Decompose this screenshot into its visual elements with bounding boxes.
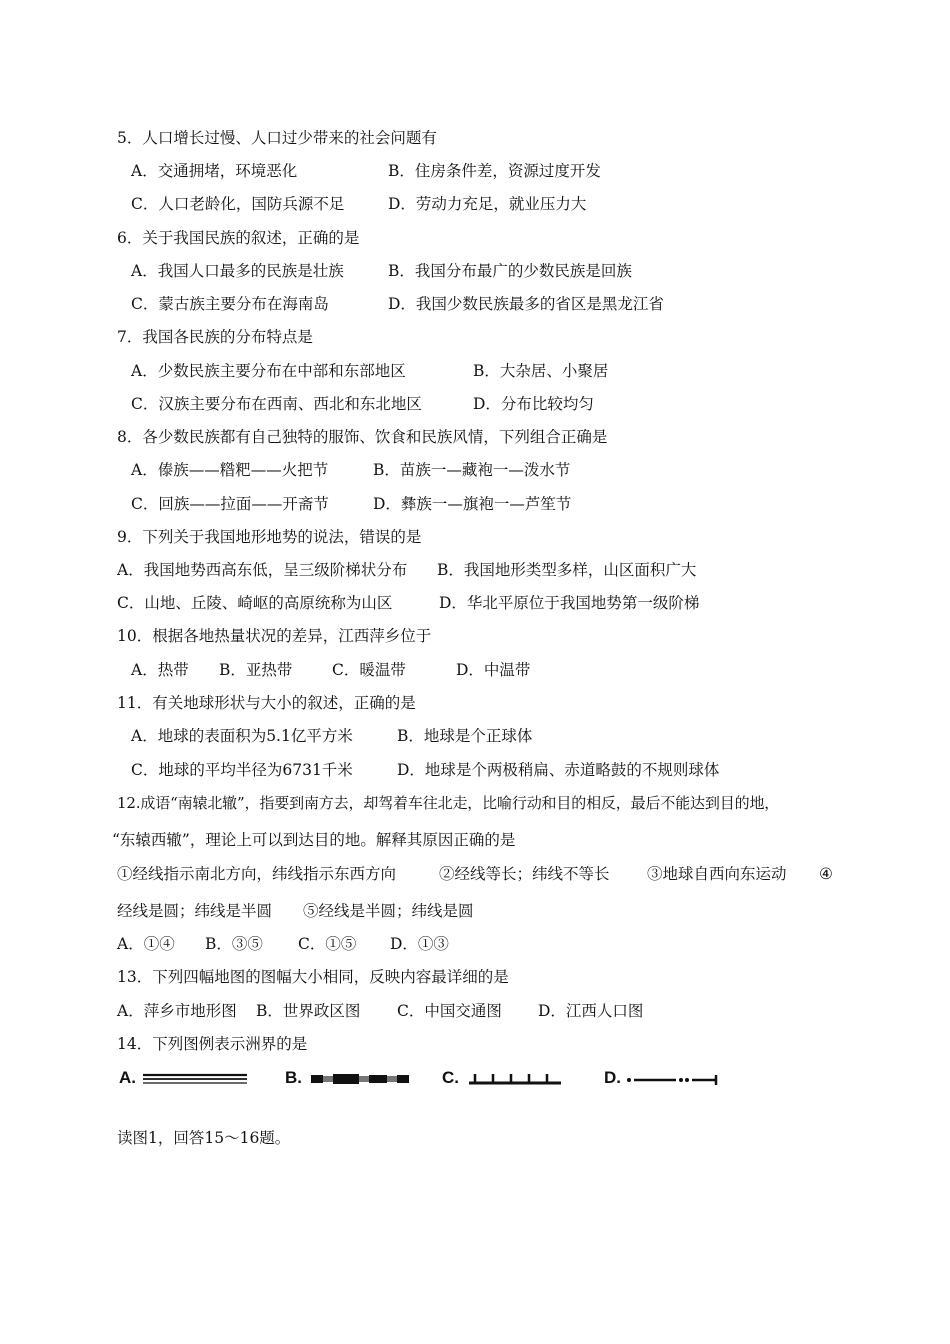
question-7-option-a: A．少数民族主要分布在中部和东部地区 xyxy=(131,362,406,380)
question-5-option-c: C．人口老龄化，国防兵源不足 xyxy=(131,195,345,213)
question-11-option-b: B．地球是个正球体 xyxy=(397,727,533,745)
question-9-option-b: B．我国地形类型多样，山区面积广大 xyxy=(437,561,697,579)
question-8-stem: 8．各少数民族都有自己独特的服饰、饮食和民族风情，下列组合正确是 xyxy=(117,428,608,446)
question-12-stem: 12.成语“南辕北辙”，指要到南方去，却驾着车往北走，比喻行动和目的相反，最后不能达到目的地， xyxy=(117,794,780,812)
question-8-option-a: A．傣族——糌粑——火把节 xyxy=(131,461,329,479)
question-8-option-b: B．苗族一—藏袍一—泼水节 xyxy=(373,461,571,479)
question-9-option-d: D．华北平原位于我国地势第一级阶梯 xyxy=(439,594,700,612)
question-7-stem: 7．我国各民族的分布特点是 xyxy=(117,328,313,346)
figure-reference-instruction: 读图1，回答15～16题。 xyxy=(117,1129,291,1147)
question-8-option-d: D．彝族一—旗袍一—芦笙节 xyxy=(373,495,572,513)
legend-symbol-b xyxy=(311,1073,409,1085)
question-6-option-b: B．我国分布最广的少数民族是回族 xyxy=(388,262,632,280)
question-11-option-d: D．地球是个两极稍扁、赤道略鼓的不规则球体 xyxy=(397,761,720,779)
question-6-option-c: C．蒙古族主要分布在海南岛 xyxy=(131,295,329,313)
statement-2: ②经线等长；纬线不等长 xyxy=(439,865,610,883)
legend-label-c: C. xyxy=(442,1068,459,1087)
statement-3: ③地球自西向东运动 xyxy=(647,865,787,883)
question-14-stem: 14．下列图例表示洲界的是 xyxy=(117,1035,308,1053)
statement-4-marker: ④ xyxy=(819,865,833,883)
question-5-option-d: D．劳动力充足，就业压力大 xyxy=(388,195,587,213)
question-12-option-a: A．①④ xyxy=(117,935,175,953)
legend-label-b: B. xyxy=(285,1068,302,1087)
question-11-option-c: C．地球的平均半径为6731千米 xyxy=(131,761,353,779)
question-12-stem-continued: “东辕西辙”，理论上可以到达目的地。解释其原因正确的是 xyxy=(112,831,516,849)
question-5-stem: 5．人口增长过慢、人口过少带来的社会问题有 xyxy=(117,129,437,147)
question-10-option-d: D．中温带 xyxy=(456,661,531,679)
question-5-option-a: A．交通拥堵，环境恶化 xyxy=(131,162,298,180)
question-13-option-a: A．萍乡市地形图 xyxy=(117,1002,237,1020)
question-12-option-b: B．③⑤ xyxy=(205,935,263,953)
question-7-option-b: B．大杂居、小聚居 xyxy=(473,362,609,380)
question-10-option-c: C．暖温带 xyxy=(332,661,406,679)
legend-symbol-c xyxy=(469,1070,561,1086)
question-11-stem: 11．有关地球形状与大小的叙述，正确的是 xyxy=(117,694,416,712)
map-legend-symbols xyxy=(117,1064,737,1094)
question-12-statements-continued: 经线是圆；纬线是半圆 ⑤经线是半圆；纬线是圆 xyxy=(117,902,474,920)
question-9-stem: 9．下列关于我国地形地势的说法，错误的是 xyxy=(117,528,422,546)
question-10-option-a: A．热带 xyxy=(131,661,189,679)
question-13-option-b: B．世界政区图 xyxy=(256,1002,361,1020)
question-10-option-b: B．亚热带 xyxy=(219,661,293,679)
question-11-option-a: A．地球的表面积为5.1亿平方米 xyxy=(131,727,353,745)
question-6-stem: 6．关于我国民族的叙述，正确的是 xyxy=(117,229,360,247)
question-8-option-c: C．回族——拉面——开斋节 xyxy=(131,495,329,513)
statement-1: ①经线指示南北方向，纬线指示东西方向 xyxy=(117,865,397,883)
question-12-option-c: C．①⑤ xyxy=(298,935,357,953)
question-13-option-c: C．中国交通图 xyxy=(397,1002,502,1020)
legend-label-d: D. xyxy=(604,1068,621,1087)
question-13-option-d: D．江西人口图 xyxy=(538,1002,644,1020)
legend-symbol-a xyxy=(143,1073,247,1085)
question-5-option-b: B．住房条件差，资源过度开发 xyxy=(388,162,601,180)
legend-symbol-d xyxy=(626,1072,718,1088)
question-9-option-a: A．我国地势西高东低，呈三级阶梯状分布 xyxy=(117,561,408,579)
question-12-option-d: D．①③ xyxy=(390,935,449,953)
question-6-option-d: D．我国少数民族最多的省区是黑龙江省 xyxy=(388,295,664,313)
question-7-option-d: D．分布比较均匀 xyxy=(473,395,594,413)
question-10-stem: 10．根据各地热量状况的差异，江西萍乡位于 xyxy=(117,627,432,645)
question-6-option-a: A．我国人口最多的民族是壮族 xyxy=(131,262,344,280)
legend-label-a: A. xyxy=(119,1068,136,1087)
question-7-option-c: C．汉族主要分布在西南、西北和东北地区 xyxy=(131,395,422,413)
question-9-option-c: C．山地、丘陵、崎岖的高原统称为山区 xyxy=(117,594,393,612)
question-13-stem: 13．下列四幅地图的图幅大小相同，反映内容最详细的是 xyxy=(117,968,509,986)
